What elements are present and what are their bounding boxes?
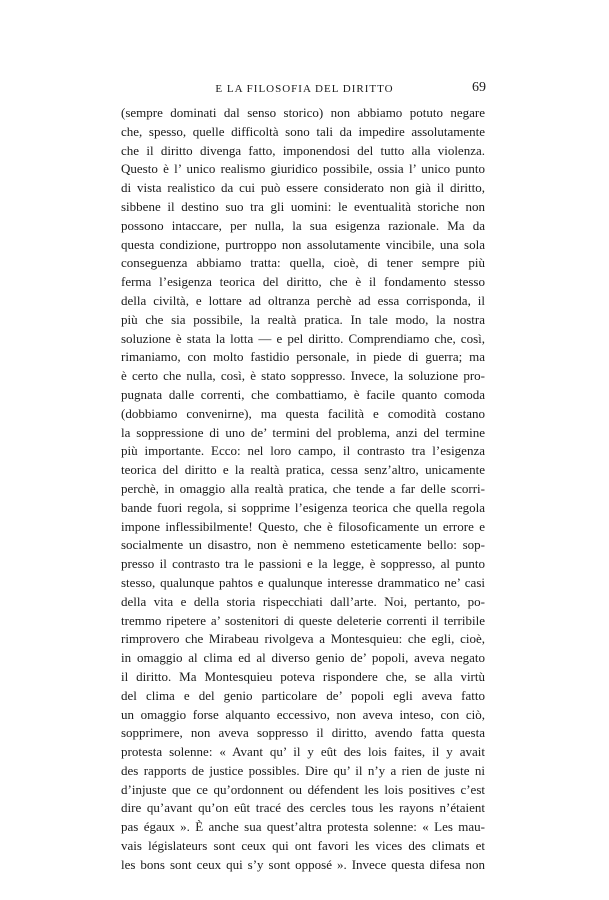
running-title: E LA FILOSOFIA DEL DIRITTO	[215, 83, 394, 95]
text-line: questa condizione, purtroppo non assolutamente vincibile, una sola	[121, 236, 485, 252]
text-line: rimprovero che Mirabeau rivolgeva a Montesquieu: che egli, cioè,	[121, 631, 485, 647]
text-line: di vista realistico da cui può essere considerato non già il diritto,	[121, 180, 485, 196]
text-line: rimaniamo, con molto fastidio personale, in piede di guerra; ma	[121, 349, 485, 365]
text-line: (sempre dominati dal senso storico) non abbiamo potuto negare	[121, 105, 485, 120]
text-line: che il diritto divenga fatto, imponendosi del tutto alla violenza.	[121, 142, 485, 158]
text-line: pugnata dalle correnti, che combattiamo, è facile quanto comoda	[121, 386, 485, 402]
text-line: sopprimere, non aveva soppresso il diritto, avendo fatta questa	[121, 725, 485, 741]
text-line: della civiltà, e lottare ad oltranza perchè ad essa corrisponda, il	[121, 292, 485, 308]
text-line: la soppressione di uno de’ termini del problema, anzi del termine	[121, 424, 485, 440]
text-line: conseguenza abbiamo tratta: quella, cioè, di tener sempre più	[121, 255, 485, 271]
text-line: (dobbiamo convenirne), ma questa facilità e comodità costano	[121, 405, 485, 421]
text-line: soluzione è stata la lotta — e pel diritto. Comprendiamo che, così,	[121, 330, 485, 346]
text-line: Questo è l’ unico realismo giuridico possibile, ossia l’ unico punto	[121, 161, 485, 177]
text-line: stesso, qualunque pahtos e qualunque interesse drammatico ne’ casi	[121, 574, 485, 590]
text-line: del clima e del genio particolare de’ popoli egli aveva fatto	[121, 687, 485, 703]
text-line: bande fuori regola, si sopprime l’esigenza teorica che quella regola	[121, 499, 485, 515]
text-line: perchè, in omaggio alla realtà pratica, che tende a far delle scorri-	[121, 480, 485, 496]
text-line: possono intaccare, per nulla, la sua esigenza razionale. Ma da	[121, 217, 485, 233]
body-text	[121, 104, 485, 875]
text-line: des rapports de justice possibles. Dire qu’ il n’y a rien de juste ni	[121, 762, 485, 778]
text-line: socialmente un disastro, non è nemmeno esteticamente bello: sop-	[121, 537, 485, 553]
text-line: che, spesso, quelle difficoltà sono tali da impedire assolutamente	[121, 123, 485, 139]
text-line: un omaggio forse alquanto eccessivo, non aveva inteso, con ciò,	[121, 706, 485, 722]
text-line: les bons sont ceux qui s’y sont opposé ». Invece questa difesa non	[121, 856, 485, 872]
text-line: impone inflessibilmente! Questo, che è filosoficamente un errore e	[121, 518, 485, 534]
text-line: più importante. Ecco: nel loro campo, il contrasto tra l’esigenza	[121, 443, 485, 459]
text-line: vais législateurs sont ceux qui ont favori les vices des climats et	[121, 838, 485, 854]
text-line: d’injuste que ce qu’ordonnent ou défendent les lois positives c’est	[121, 781, 485, 797]
text-line: ferma l’esigenza teorica del diritto, che è il fondamento stesso	[121, 274, 485, 290]
text-line: presso il contrasto tra le passioni e la legge, è soppresso, al punto	[121, 556, 485, 572]
text-line: il diritto. Ma Montesquieu poteva rispondere che, se alla virtù	[121, 668, 485, 684]
text-line: della vita e della storia rispecchiati dall’arte. Noi, pertanto, po-	[121, 593, 485, 609]
page-number: 69	[472, 80, 486, 95]
text-line: sibbene il destino suo tra gli uomini: le eventualità storiche non	[121, 198, 485, 214]
text-line: protesta solenne: « Avant qu’ il y eût des lois faites, il y avait	[121, 744, 485, 760]
text-line: in omaggio al clima ed al diverso genio de’ popoli, aveva negato	[121, 650, 485, 666]
text-line: più che sia possibile, la realtà pratica. In tale modo, la nostra	[121, 311, 485, 327]
running-header	[0, 80, 609, 100]
text-line: dire qu’avant qu’on eût tracé des cercles tous les rayons n’étaient	[121, 800, 485, 816]
text-line: pas égaux ». È anche sua quest’altra protesta solenne: « Les mau-	[121, 819, 485, 835]
text-line: è certo che nulla, così, è stato soppresso. Invece, la soluzione pro-	[121, 368, 485, 384]
text-line: tremmo ripetere a’ sostenitori di queste deleterie correnti il terribile	[121, 612, 485, 628]
text-line: teorica del diritto e la realtà pratica, cessa senz’altro, unicamente	[121, 462, 485, 478]
